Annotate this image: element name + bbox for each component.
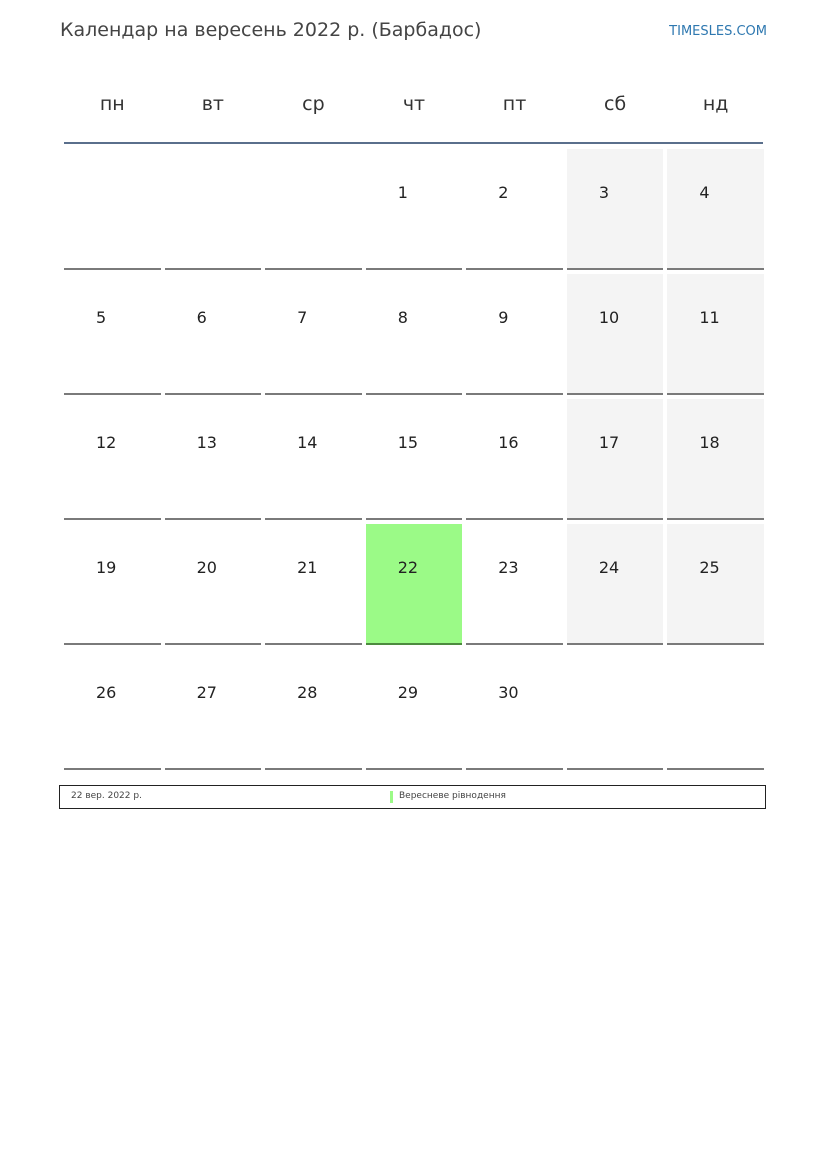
day-number: 2	[498, 183, 509, 202]
site-link[interactable]: TIMESLES.COM	[669, 24, 767, 39]
day-number: 16	[498, 433, 519, 452]
day-number: 18	[699, 433, 720, 452]
day-number: 15	[397, 433, 419, 452]
calendar-day-cell[interactable]	[667, 274, 764, 395]
day-number: 29	[397, 683, 419, 702]
calendar-day-cell[interactable]	[265, 649, 362, 770]
day-number: 27	[196, 683, 217, 702]
legend-holiday-name: Вересневе рівнодення	[399, 791, 506, 801]
weekday-saturday: сб	[604, 93, 627, 115]
calendar-day-cell[interactable]	[466, 274, 563, 395]
day-number: 28	[297, 683, 318, 702]
legend-date: 22 вер. 2022 р.	[71, 791, 142, 801]
day-number: 8	[397, 308, 408, 327]
day-number: 26	[96, 683, 117, 702]
day-number: 30	[498, 683, 519, 702]
header-divider	[64, 142, 763, 144]
calendar-day-cell[interactable]	[466, 524, 563, 645]
weekday-friday: пт	[502, 93, 527, 115]
calendar-day-cell[interactable]	[165, 274, 262, 395]
calendar-day-cell[interactable]	[466, 399, 563, 520]
calendar-day-cell[interactable]	[567, 274, 664, 395]
calendar-empty-cell	[667, 649, 764, 770]
calendar-day-cell[interactable]	[366, 649, 463, 770]
calendar-empty-cell	[165, 149, 262, 270]
calendar-day-cell[interactable]	[366, 399, 463, 520]
calendar-day-cell[interactable]	[165, 399, 262, 520]
weekday-thursday: чт	[402, 93, 426, 115]
calendar-day-cell[interactable]	[667, 149, 764, 270]
calendar-day-cell[interactable]	[567, 524, 664, 645]
weekday-monday: пн	[99, 93, 125, 115]
day-number: 25	[699, 558, 720, 577]
calendar-day-cell[interactable]	[366, 149, 463, 270]
calendar-day-cell[interactable]	[64, 649, 161, 770]
day-number: 12	[96, 433, 117, 452]
day-number: 22	[397, 558, 419, 577]
calendar-empty-cell	[64, 149, 161, 270]
calendar-day-cell[interactable]	[64, 524, 161, 645]
day-number: 21	[297, 558, 318, 577]
day-number: 19	[96, 558, 117, 577]
day-number: 5	[96, 308, 107, 327]
day-number: 11	[699, 308, 720, 327]
day-number: 20	[196, 558, 217, 577]
day-number: 23	[498, 558, 519, 577]
calendar-day-cell[interactable]	[366, 274, 463, 395]
day-number: 24	[598, 558, 620, 577]
calendar-day-cell[interactable]	[64, 274, 161, 395]
calendar-day-cell[interactable]	[265, 524, 362, 645]
weekday-sunday: нд	[702, 93, 729, 115]
calendar-day-cell[interactable]	[567, 399, 664, 520]
calendar-empty-cell	[265, 149, 362, 270]
weekday-header-row	[64, 88, 764, 120]
calendar-day-cell[interactable]	[165, 649, 262, 770]
calendar-day-cell[interactable]	[265, 399, 362, 520]
calendar-day-cell[interactable]	[165, 524, 262, 645]
day-number: 3	[598, 183, 609, 202]
calendar-day-cell[interactable]	[667, 399, 764, 520]
day-number: 14	[297, 433, 318, 452]
calendar-day-cell[interactable]	[265, 274, 362, 395]
calendar-day-cell[interactable]	[466, 649, 563, 770]
calendar-day-cell[interactable]	[64, 399, 161, 520]
day-number: 1	[397, 183, 408, 202]
calendar-day-cell[interactable]	[466, 149, 563, 270]
day-number: 13	[196, 433, 217, 452]
page-title: Календар на вересень 2022 р. (Барбадос)	[60, 19, 482, 41]
weekday-tuesday: вт	[201, 93, 224, 115]
weekday-wednesday: ср	[302, 93, 325, 115]
day-number: 17	[598, 433, 620, 452]
legend-color-marker	[390, 791, 393, 803]
day-number: 7	[297, 308, 308, 327]
calendar-grid	[64, 149, 764, 770]
calendar-day-cell[interactable]	[567, 149, 664, 270]
day-number: 10	[598, 308, 620, 327]
calendar-day-cell[interactable]	[366, 524, 463, 645]
day-number: 6	[196, 308, 207, 327]
holiday-legend	[59, 785, 766, 809]
calendar-empty-cell	[567, 649, 664, 770]
day-number: 4	[699, 183, 710, 202]
day-number: 9	[498, 308, 509, 327]
calendar-day-cell[interactable]	[667, 524, 764, 645]
